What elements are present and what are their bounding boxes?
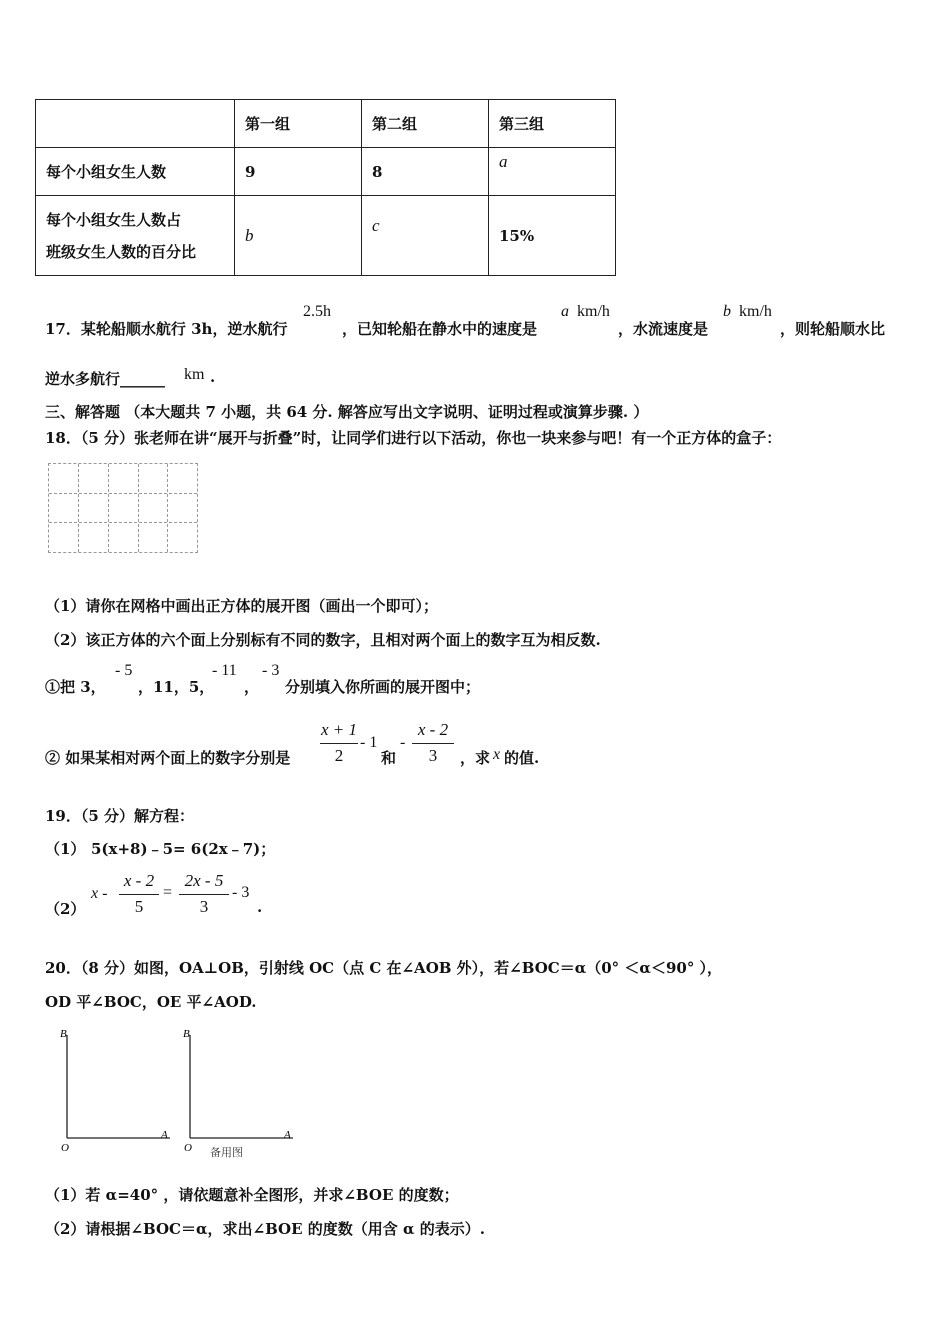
label-b: B — [60, 1028, 67, 1040]
q19-eq2-label: （2） — [45, 900, 86, 918]
grid-line — [108, 464, 109, 552]
table-header-group3: 第三组 — [489, 100, 616, 148]
q19-frac2-bar — [179, 894, 229, 895]
q19-eq2-equals: = — [163, 884, 173, 901]
q18-var-x: x — [493, 746, 501, 763]
q19-eq1-label: （1） — [45, 840, 86, 858]
q20-line1: 20．（8 分）如图，OA⊥OB，引射线 OC（点 C 在∠AOB 外），若∠BOC＝α（0° ＜α＜90° ）， — [45, 959, 723, 977]
q18-p3-mid1: ，11，5， — [138, 678, 215, 696]
table-cell: a — [489, 148, 616, 196]
q19-eq1: 5(x+8)﹣5= 6(2x﹣7)； — [91, 840, 276, 858]
q17-part4: ，则轮船顺水比 — [780, 320, 886, 338]
q19-eq2-end: . — [257, 898, 263, 916]
q18-frac2-num: x - 2 — [417, 720, 449, 739]
q18-frac2-den: 3 — [428, 746, 438, 765]
figure-caption: 备用图 — [210, 1146, 243, 1159]
q18-p4-suffix1: ，求 — [460, 749, 491, 767]
q19-frac2-den: 3 — [199, 897, 209, 916]
label-b: B — [183, 1028, 190, 1040]
grid-line — [49, 522, 197, 523]
q18-frac1-bar — [320, 743, 358, 744]
table-header-group2: 第二组 — [362, 100, 489, 148]
q19-frac2-num: 2x - 5 — [184, 871, 224, 890]
q17-line2: 逆水多航行______ — [45, 370, 166, 388]
q18-neg: - — [400, 734, 406, 751]
grid-line — [78, 464, 79, 552]
table-cell: 8 — [362, 148, 489, 196]
q17-var-b: b — [723, 303, 731, 320]
q18-p3-mid2: ， — [244, 678, 260, 696]
grid-line — [49, 493, 197, 494]
q18-n3: - 3 — [262, 662, 280, 679]
q18-p4-suffix2: 的值. — [504, 749, 540, 767]
q20-p1: （1）若 α=40° ，请依题意补全图形，并求∠BOE 的度数； — [45, 1186, 459, 1204]
q17-unit2: km/h — [739, 303, 772, 320]
q17-part2: ，已知轮船在静水中的速度是 — [342, 320, 538, 338]
q18-p3-prefix: ①把 3， — [45, 678, 106, 696]
angle-figures — [40, 1020, 310, 1165]
table-row-label-line2: 班级女生人数的百分比 — [46, 242, 197, 261]
table-cell: 15% — [489, 196, 616, 276]
table-header-row — [36, 100, 616, 148]
q18-p1: （1）请你在网格中画出正方体的展开图（画出一个即可）； — [45, 597, 438, 615]
grid-line — [138, 464, 139, 552]
q17-end: . — [210, 368, 216, 386]
q20-line2: OD 平∠BOC，OE 平∠AOD. — [45, 993, 257, 1011]
q17-unit1: km/h — [577, 303, 610, 320]
q17-part3: ，水流速度是 — [618, 320, 709, 338]
q18-n2: - 11 — [212, 662, 237, 679]
table-cell: b — [235, 196, 362, 276]
label-a: A — [284, 1129, 291, 1141]
square-grid — [48, 463, 198, 553]
table-header-group1: 第一组 — [235, 100, 362, 148]
label-a: A — [161, 1129, 168, 1141]
table-cell: 9 — [235, 148, 362, 196]
q17-part1: 17．某轮船顺水航行 3h，逆水航行 — [45, 320, 288, 338]
table-cell: c — [362, 196, 489, 276]
q19-frac1-bar — [119, 894, 159, 895]
q18-p3-suffix: 分别填入你所画的展开图中； — [285, 678, 481, 696]
q17-time: 2.5h — [303, 303, 331, 320]
section3-heading: 三、解答题 （本大题共 7 小题，共 64 分. 解答应写出文字说明、证明过程或演算步骤. ） — [45, 403, 649, 421]
q17-unit3: km — [184, 366, 205, 383]
table-row-label — [36, 196, 235, 276]
q19-frac1-den: 5 — [134, 897, 144, 916]
q19-frac1-num: x - 2 — [123, 871, 155, 890]
group-table — [35, 99, 616, 276]
q19-eq2-x: x - — [91, 885, 108, 902]
table-row — [36, 148, 616, 196]
q20-p2: （2）请根据∠BOC＝α，求出∠BOE 的度数（用含 α 的表示）. — [45, 1220, 485, 1238]
table-header-empty — [36, 100, 235, 148]
label-o: O — [61, 1142, 69, 1154]
q18-p4-prefix: ② 如果某相对两个面上的数字分别是 — [45, 749, 291, 767]
q18-title: 18．（5 分）张老师在讲“展开与折叠”时，让同学们进行以下活动，你也一块来参与吧！有一个正方体的盒子： — [45, 429, 782, 447]
q18-frac2-bar — [412, 743, 454, 744]
table-row — [36, 196, 616, 276]
q19-eq2-tail: - 3 — [232, 884, 250, 901]
label-o: O — [184, 1142, 192, 1154]
angle-figure-main — [60, 1028, 170, 1154]
table-row-label: 每个小组女生人数 — [36, 148, 235, 196]
q18-frac1-num: x + 1 — [320, 720, 358, 739]
q19-title: 19．（5 分）解方程： — [45, 807, 195, 825]
q18-n1: - 5 — [115, 662, 133, 679]
q18-frac1-den: 2 — [334, 746, 344, 765]
angle-figure-spare — [183, 1028, 293, 1159]
q17-var-a: a — [561, 303, 569, 320]
q18-and: 和 — [381, 749, 397, 767]
grid-line — [167, 464, 168, 552]
table-row-label-line1: 每个小组女生人数占 — [46, 210, 182, 229]
q18-p2: （2）该正方体的六个面上分别标有不同的数字，且相对两个面上的数字互为相反数. — [45, 631, 601, 649]
q18-frac1-tail: - 1 — [360, 734, 378, 751]
